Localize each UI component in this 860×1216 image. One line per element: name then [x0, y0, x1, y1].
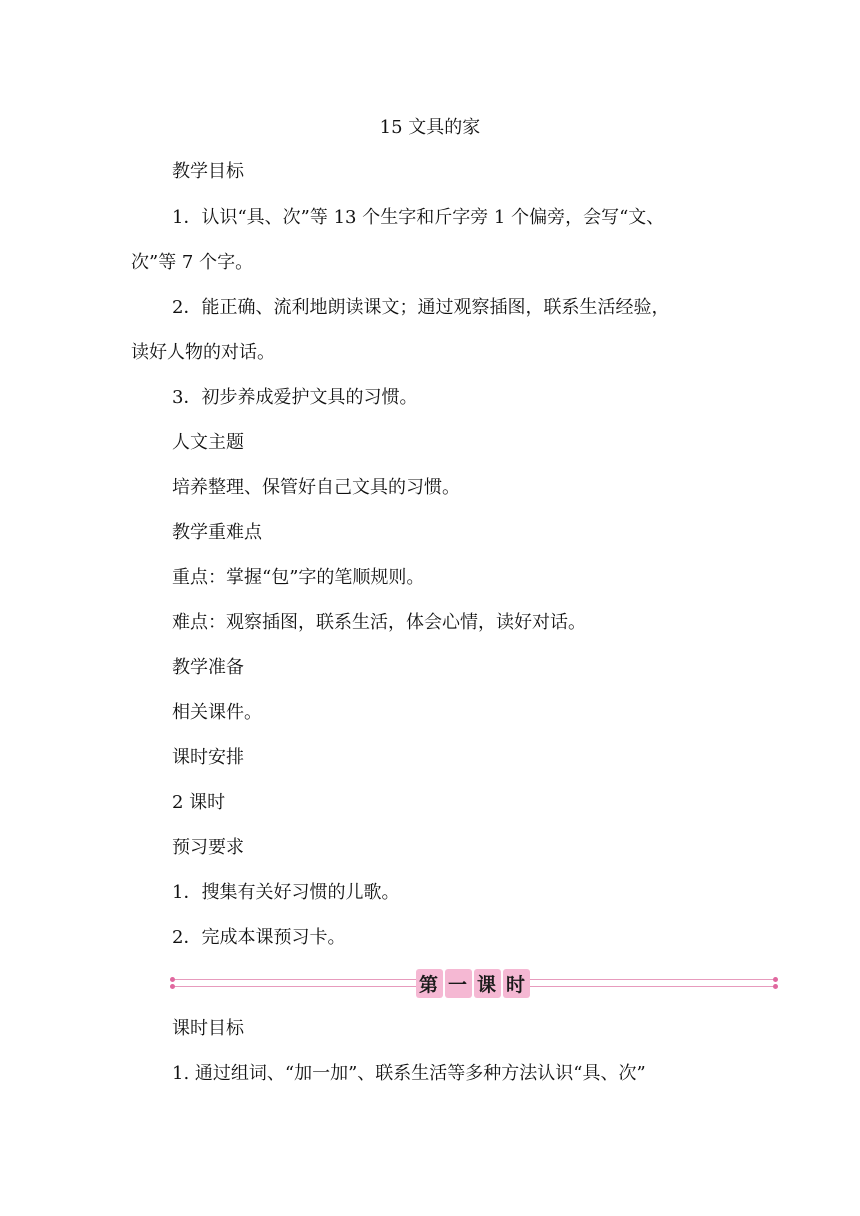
- preview-item-2: 2．完成本课预习卡。: [172, 927, 346, 948]
- divider-rule-left-bottom: [174, 986, 420, 987]
- divider-rule-left-top: [174, 979, 420, 980]
- section-divider: [168, 968, 780, 1000]
- objectives-heading: 教学目标: [172, 161, 244, 182]
- divider-rule-right-top: [526, 979, 774, 980]
- divider-dot-icon: [170, 984, 175, 989]
- objective-2-line-1: 2．能正确、流利地朗读课文；通过观察插图，联系生活经验，: [172, 297, 670, 318]
- schedule-text: 2 课时: [172, 792, 226, 813]
- section-char: 第: [416, 969, 443, 998]
- objective-3: 3．初步养成爱护文具的习惯。: [172, 387, 418, 408]
- preview-item-1: 1．搜集有关好习惯的儿歌。: [172, 882, 400, 903]
- section-badge: [420, 969, 526, 997]
- key-heading: 教学重难点: [172, 522, 262, 543]
- section-char: 时: [503, 969, 530, 998]
- key-point: 重点：掌握“包”字的笔顺规则。: [172, 567, 425, 588]
- lesson-goal-heading: 课时目标: [172, 1018, 244, 1039]
- section-char: 课: [474, 969, 501, 998]
- section-char: 一: [445, 969, 472, 998]
- difficult-point: 难点：观察插图，联系生活，体会心情，读好对话。: [172, 612, 586, 633]
- page-title: 15 文具的家: [379, 117, 481, 138]
- theme-heading: 人文主题: [172, 432, 244, 453]
- prep-text: 相关课件。: [172, 702, 262, 723]
- objective-2-line-2: 读好人物的对话。: [131, 342, 275, 363]
- objective-1-line-1: 1．认识“具、次”等 13 个生字和斤字旁 1 个偏旁，会写“文、: [172, 207, 665, 228]
- divider-dot-icon: [773, 984, 778, 989]
- lesson-goal-1: 1. 通过组词、“加一加”、联系生活等多种方法认识“具、次”: [172, 1063, 646, 1084]
- objective-1-line-2: 次”等 7 个字。: [131, 252, 254, 273]
- preview-heading: 预习要求: [172, 837, 244, 858]
- theme-text: 培养整理、保管好自己文具的习惯。: [172, 477, 460, 498]
- divider-rule-right-bottom: [526, 986, 774, 987]
- prep-heading: 教学准备: [172, 657, 244, 678]
- divider-dot-icon: [170, 977, 175, 982]
- divider-dot-icon: [773, 977, 778, 982]
- schedule-heading: 课时安排: [172, 747, 244, 768]
